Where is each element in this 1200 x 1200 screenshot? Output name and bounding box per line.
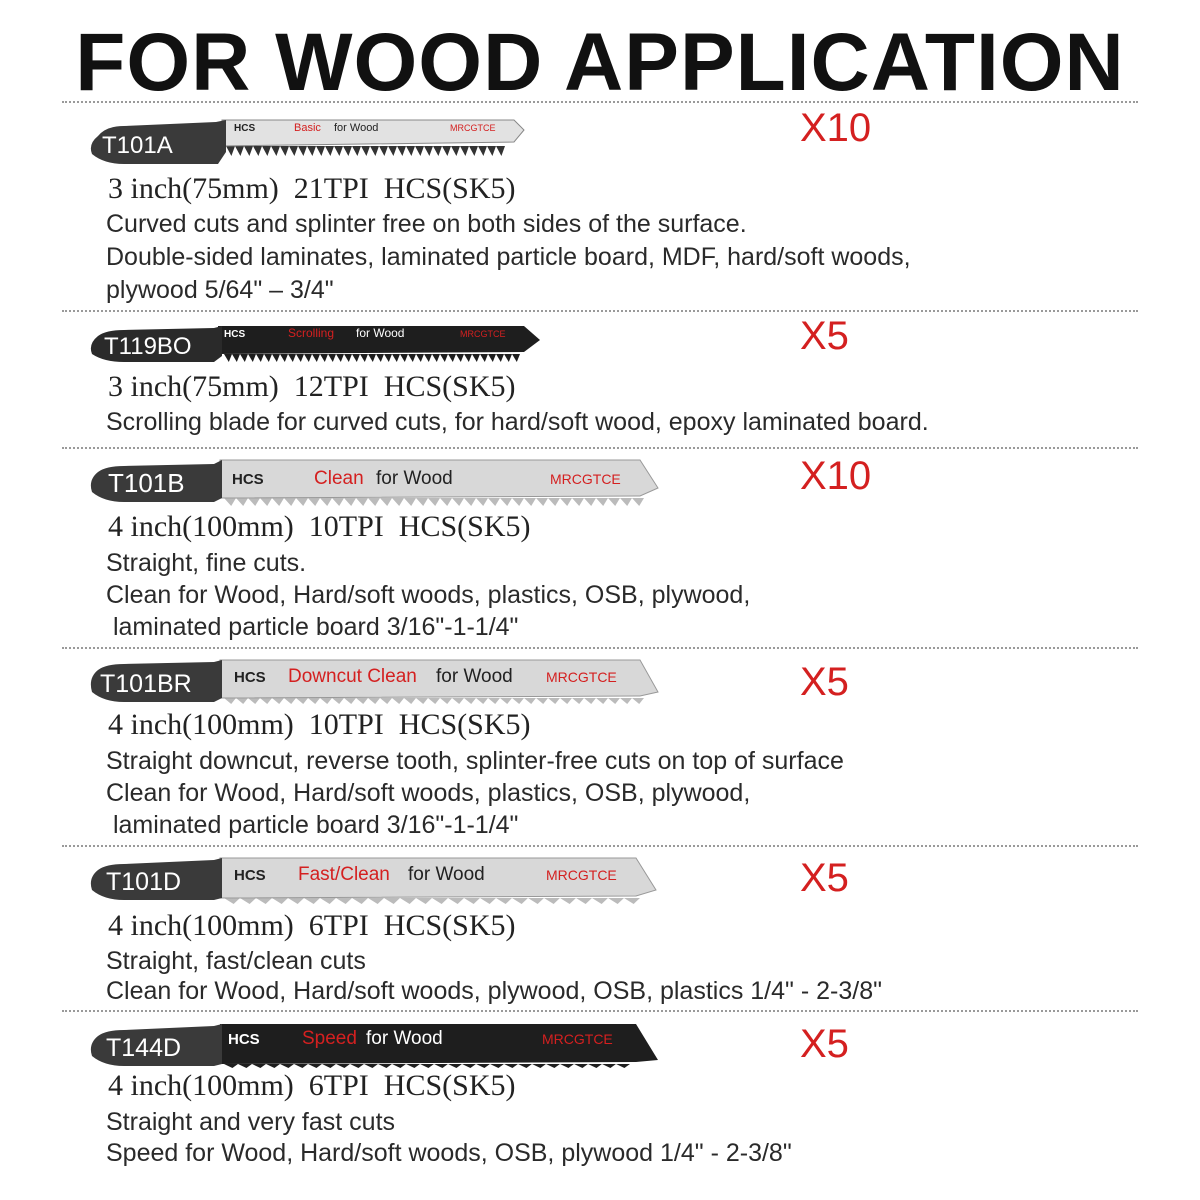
brand-label: MRCGTCE	[546, 669, 617, 685]
blade-code: T101B	[108, 468, 185, 498]
blade-image-t101a	[84, 116, 534, 168]
page-title: FOR WOOD APPLICATION	[75, 17, 1125, 108]
blade-type-red: Clean	[314, 468, 364, 489]
blade-spec: 4 inch(100mm) 10TPI HCS(SK5)	[108, 708, 531, 741]
material-tag: HCS	[234, 867, 266, 884]
brand-label: MRCGTCE	[542, 1031, 613, 1047]
material-tag: HCS	[228, 1031, 260, 1048]
blade-description-line: laminated particle board 3/16"-1-1/4"	[106, 613, 519, 641]
saw-teeth	[224, 1064, 630, 1068]
saw-teeth	[224, 498, 644, 506]
saw-teeth	[224, 698, 644, 704]
blade-type-black: for Wood	[408, 864, 485, 885]
blade-description-line: Curved cuts and splinter free on both sides of the surface.	[106, 210, 747, 238]
blade-type-black: for Wood	[356, 326, 405, 340]
blade-image-t101d	[84, 856, 664, 904]
blade-description-line: Clean for Wood, Hard/soft woods, plywood, OSB, plastics 1/4" - 2-3/8"	[106, 977, 882, 1005]
quantity-label: X10	[800, 454, 872, 498]
blade-spec: 3 inch(75mm) 21TPI HCS(SK5)	[108, 172, 516, 205]
blade-code: T101D	[106, 868, 182, 896]
blade-type-black: for Wood	[334, 122, 379, 134]
brand-label: MRCGTCE	[460, 329, 506, 339]
blade-spec: 3 inch(75mm) 12TPI HCS(SK5)	[108, 370, 516, 403]
blade-description-line: Speed for Wood, Hard/soft woods, OSB, plywood 1/4" - 2-3/8"	[106, 1139, 792, 1167]
quantity-label: X5	[800, 856, 849, 900]
blade-image-t101br	[84, 658, 664, 704]
blade-type-red: Fast/Clean	[298, 864, 390, 885]
blade-type-black: for Wood	[366, 1028, 443, 1049]
blade-image-t144d	[84, 1022, 664, 1068]
blade-description-line: Straight, fine cuts.	[106, 549, 307, 577]
blade-description-line: Straight, fast/clean cuts	[106, 947, 366, 975]
blade-type-red: Speed	[302, 1028, 357, 1049]
blade-type-black: for Wood	[376, 468, 453, 489]
material-tag: HCS	[234, 669, 266, 686]
blade-type-red: Basic	[294, 122, 321, 134]
quantity-label: X5	[800, 660, 849, 704]
blade-description-line: plywood 5/64" – 3/4"	[106, 276, 334, 304]
blade-spec: 4 inch(100mm) 6TPI HCS(SK5)	[108, 1069, 516, 1102]
blade-description-line: Straight downcut, reverse tooth, splinter-free cuts on top of surface	[106, 747, 844, 775]
separator	[62, 1010, 1138, 1012]
quantity-label: X5	[800, 1022, 849, 1066]
saw-teeth	[224, 898, 640, 904]
separator	[62, 101, 1138, 103]
saw-teeth	[224, 354, 520, 362]
blade-description-line: Clean for Wood, Hard/soft woods, plastics, OSB, plywood,	[106, 581, 751, 609]
blade-image-t101b	[84, 458, 664, 506]
blade-type-black: for Wood	[436, 666, 513, 687]
separator	[62, 447, 1138, 449]
blade-type-red: Downcut Clean	[288, 666, 417, 687]
brand-label: MRCGTCE	[546, 867, 617, 883]
brand-label: MRCGTCE	[450, 123, 496, 133]
blade-spec: 4 inch(100mm) 6TPI HCS(SK5)	[108, 909, 516, 942]
blade-description-line: Straight and very fast cuts	[106, 1108, 396, 1136]
blade-code: T144D	[106, 1034, 182, 1062]
saw-teeth	[226, 146, 505, 156]
separator	[62, 845, 1138, 847]
material-tag: HCS	[234, 123, 256, 134]
material-tag: HCS	[224, 329, 246, 340]
blade-code: T101A	[102, 132, 173, 159]
blade-spec: 4 inch(100mm) 10TPI HCS(SK5)	[108, 510, 531, 543]
blade-description-line: Scrolling blade for curved cuts, for hard/soft wood, epoxy laminated board.	[106, 408, 929, 436]
quantity-label: X5	[800, 314, 849, 358]
blade-description-line: Double-sided laminates, laminated particle board, MDF, hard/soft woods,	[106, 243, 911, 271]
brand-label: MRCGTCE	[550, 471, 621, 487]
blade-code: T101BR	[100, 670, 192, 698]
blade-code: T119BO	[104, 333, 192, 360]
blade-type-red: Scrolling	[288, 326, 335, 340]
blade-description-line: Clean for Wood, Hard/soft woods, plastics, OSB, plywood,	[106, 779, 751, 807]
material-tag: HCS	[232, 471, 264, 488]
separator	[62, 647, 1138, 649]
separator	[62, 310, 1138, 312]
quantity-label: X10	[800, 106, 872, 150]
blade-image-t119bo	[84, 322, 554, 366]
blade-description-line: laminated particle board 3/16"-1-1/4"	[106, 811, 519, 839]
